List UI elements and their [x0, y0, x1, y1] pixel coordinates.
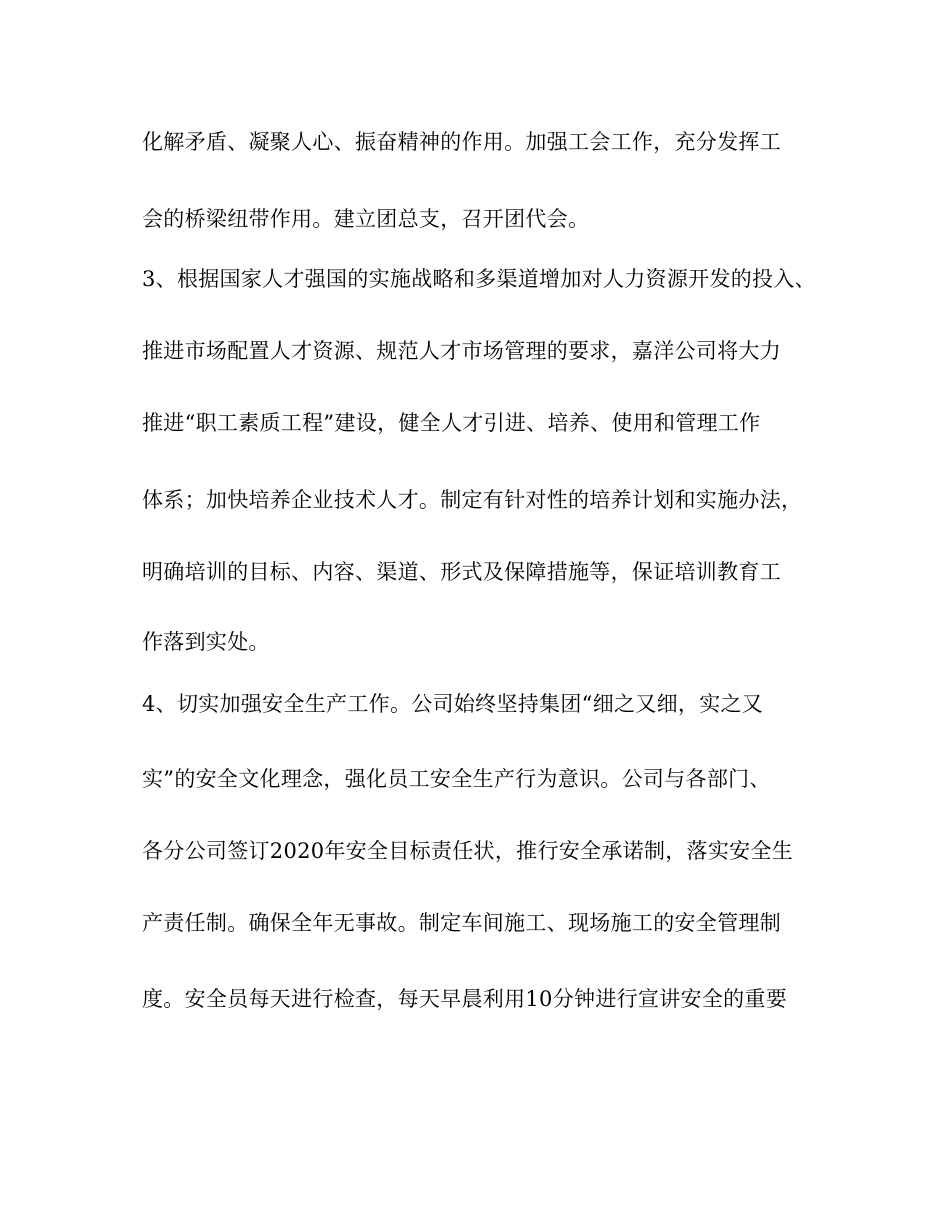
paragraph-4-line-1: 4、切实加强安全生产工作。公司始终坚持集团“细之又细，实之又: [142, 692, 764, 716]
paragraph-3-line-1: 3、根据国家人才强国的实施战略和多渠道增加对人力资源开发的投入、: [142, 267, 816, 291]
text-line-5: 推进“职工素质工程”建设，健全人才引进、培养、使用和管理工作: [142, 411, 761, 435]
text-line-11: 各分公司签订2020年安全目标责任状，推行安全承诺制，落实安全生: [142, 839, 794, 863]
text-line-1: 化解矛盾、凝聚人心、振奋精神的作用。加强工会工作，充分发挥工: [142, 130, 781, 154]
text-line-7: 明确培训的目标、内容、渠道、形式及保障措施等，保证培训教育工: [142, 560, 781, 584]
text-line-13: 度。安全员每天进行检查，每天早晨利用10分钟进行宣讲安全的重要: [142, 987, 788, 1011]
text-line-4: 推进市场配置人才资源、规范人才市场管理的要求，嘉洋公司将大力: [142, 339, 781, 363]
text-line-8: 作落到实处。: [142, 630, 270, 654]
text-line-12: 产责任制。确保全年无事故。制定车间施工、现场施工的安全管理制: [142, 911, 781, 935]
text-line-10: 实”的安全文化理念，强化员工安全生产行为意识。公司与各部门、: [142, 767, 771, 791]
text-line-2: 会的桥梁纽带作用。建立团总支，召开团代会。: [142, 207, 590, 231]
text-line-6: 体系；加快培养企业技术人才。制定有针对性的培养计划和实施办法，: [142, 488, 803, 512]
